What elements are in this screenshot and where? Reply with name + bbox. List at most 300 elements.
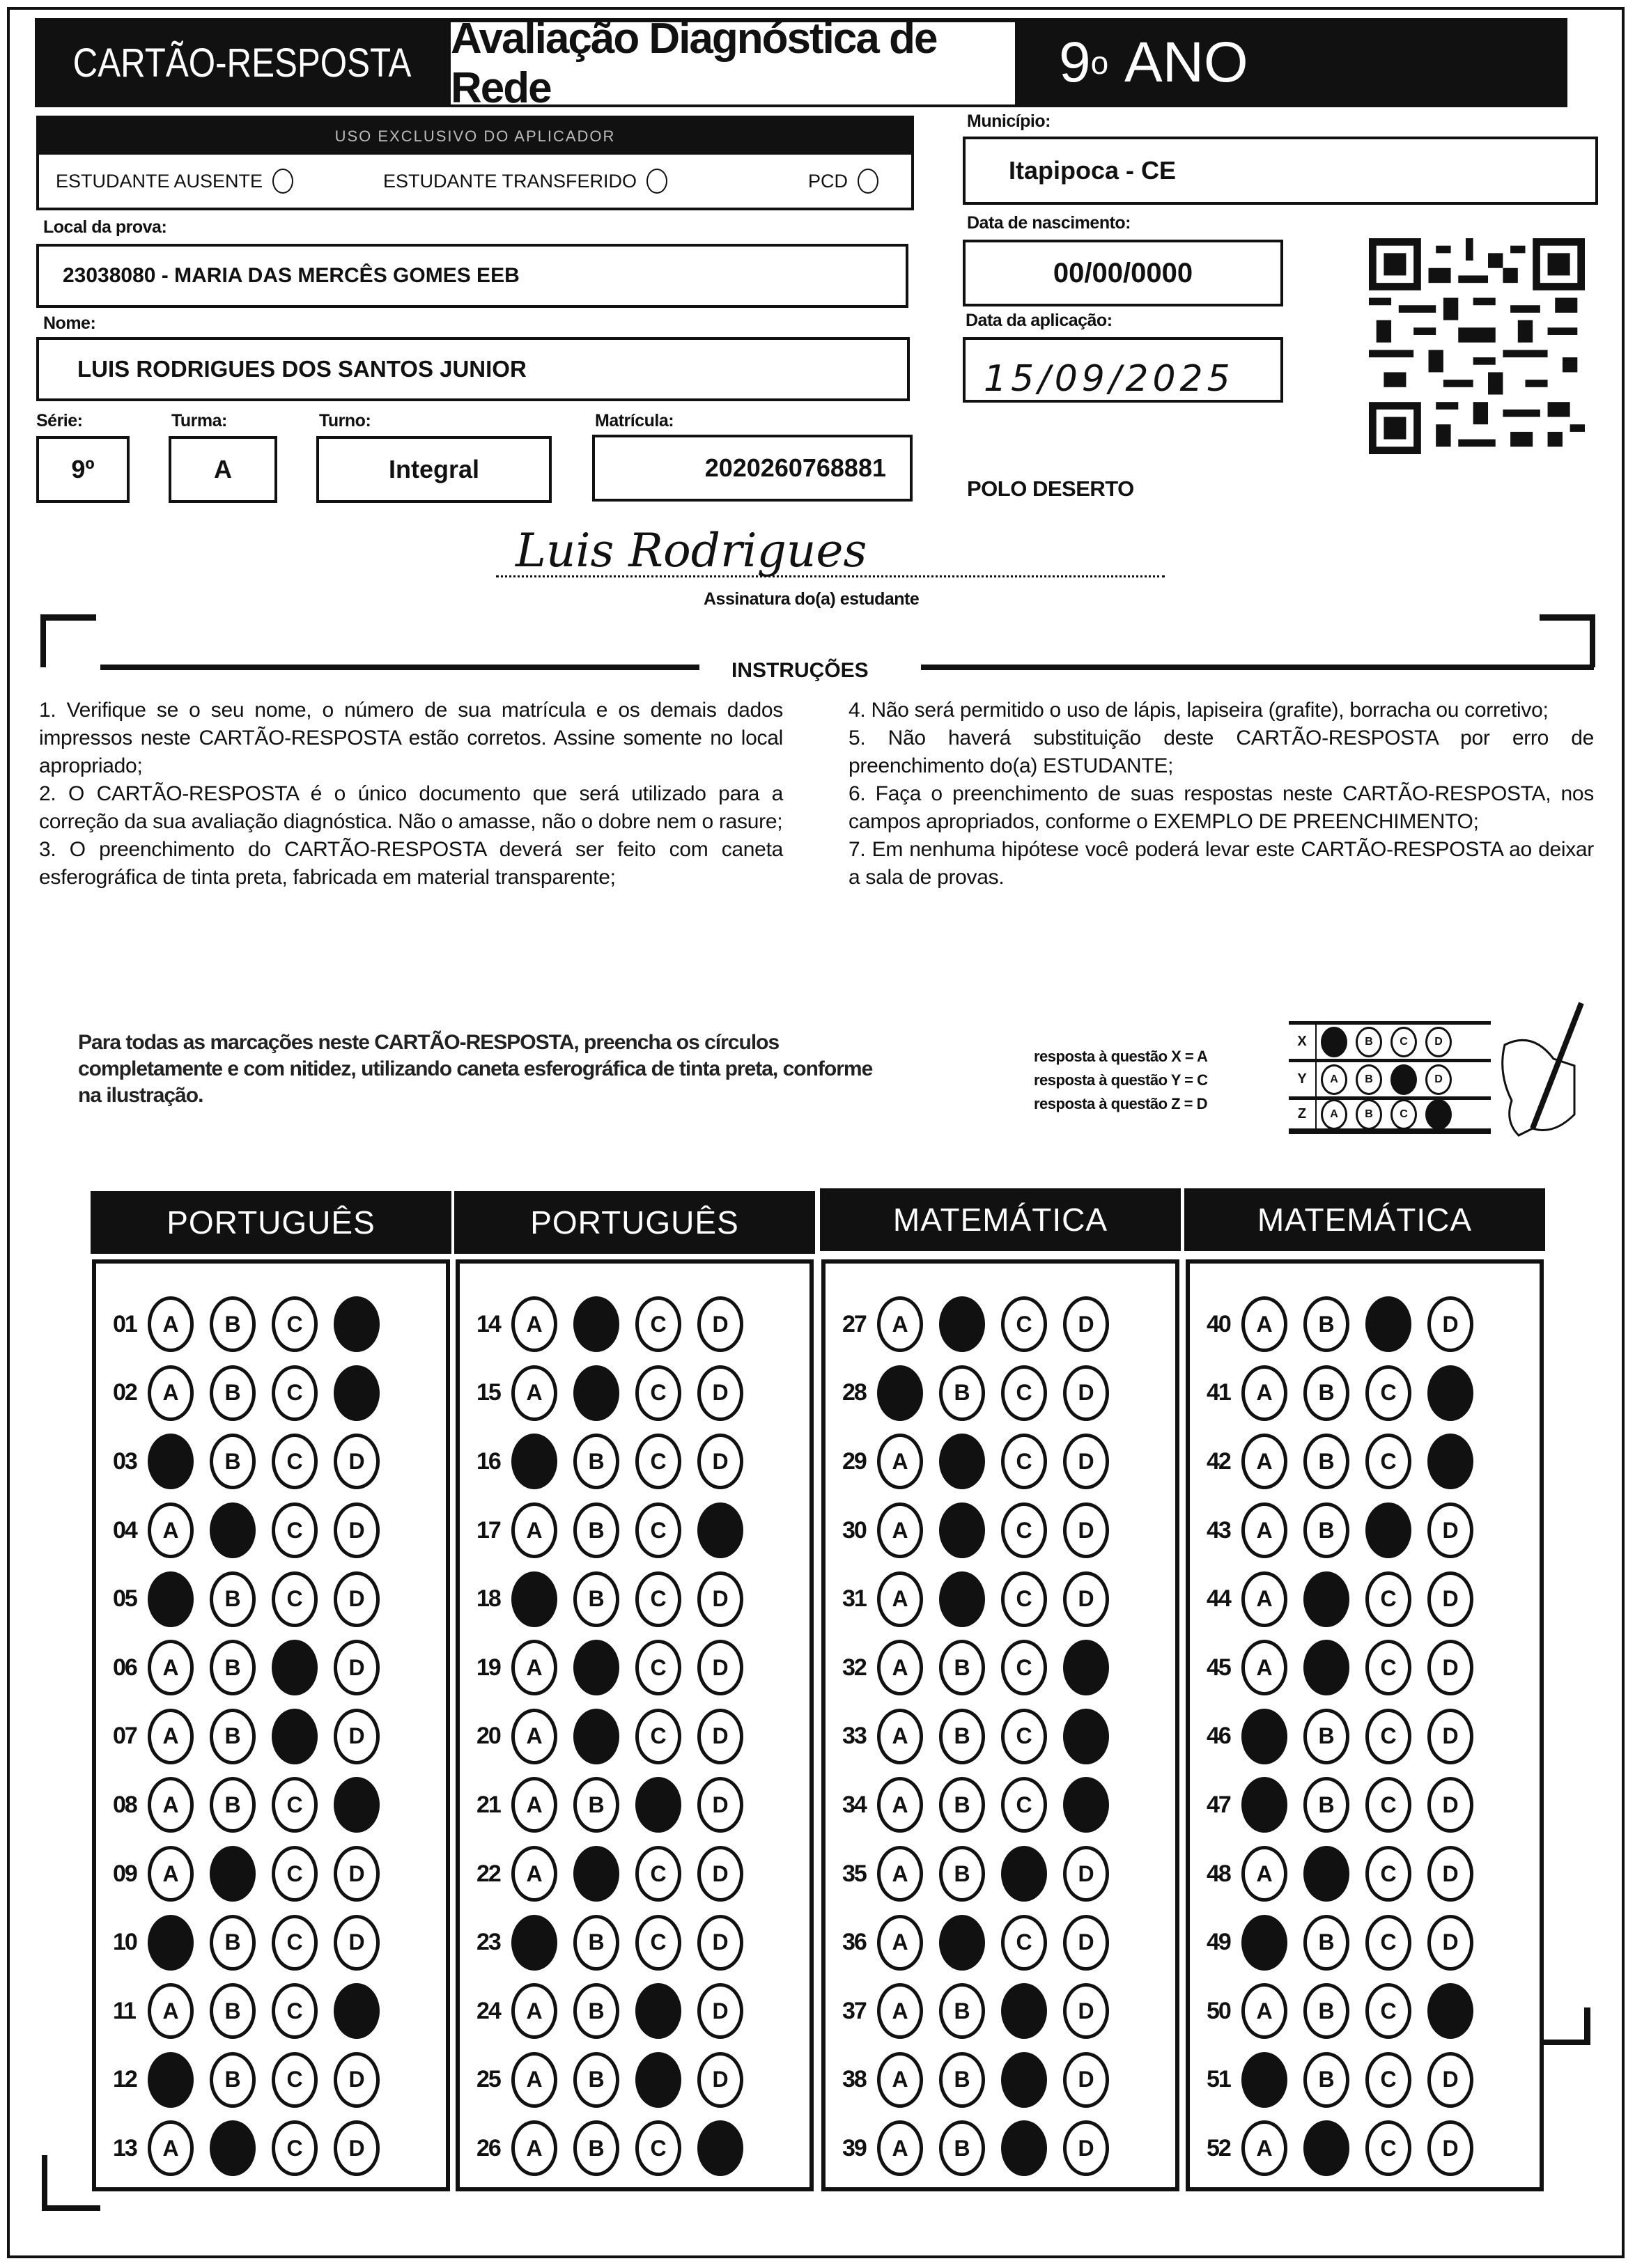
answer-bubble-d[interactable] bbox=[1063, 1777, 1109, 1833]
question-number: 39 bbox=[842, 2134, 866, 2161]
answer-bubble-c[interactable]: C bbox=[635, 1640, 681, 1695]
answer-bubble-a[interactable]: A bbox=[1241, 1640, 1287, 1695]
aplicacao-value: 15/09/2025 bbox=[984, 358, 1234, 400]
answer-bubble-b[interactable]: B bbox=[210, 1777, 256, 1833]
corner-mark-tl bbox=[40, 614, 96, 621]
subject-answer-box bbox=[456, 1259, 814, 2191]
answer-bubble-b[interactable]: B bbox=[1303, 2052, 1349, 2108]
answer-bubble-c[interactable] bbox=[1001, 2120, 1047, 2176]
question-row bbox=[96, 1702, 446, 1771]
corner-mark-tr-v bbox=[1590, 614, 1595, 667]
answer-bubble-a[interactable]: A bbox=[511, 2120, 557, 2176]
answer-bubble-b[interactable]: B bbox=[1303, 1296, 1349, 1352]
answer-bubble-d[interactable] bbox=[334, 1365, 380, 1421]
answer-bubble-a[interactable]: A bbox=[877, 1296, 923, 1352]
subject-answer-box bbox=[1186, 1259, 1544, 2191]
answer-bubble-d[interactable]: D bbox=[334, 2052, 380, 2108]
answer-bubble-b[interactable]: B bbox=[939, 1846, 985, 1902]
example-bubble: A bbox=[1321, 1064, 1347, 1095]
answer-bubble-a[interactable]: A bbox=[511, 1777, 557, 1833]
answer-bubble-d[interactable] bbox=[334, 1777, 380, 1833]
answer-bubble-c[interactable]: C bbox=[1001, 1777, 1047, 1833]
question-number: 24 bbox=[476, 1997, 500, 2024]
answer-bubble-b[interactable]: B bbox=[1303, 1365, 1349, 1421]
question-row bbox=[826, 1564, 1175, 1633]
answer-bubble-d[interactable]: D bbox=[697, 1915, 743, 1971]
answer-bubble-a[interactable] bbox=[511, 1434, 557, 1489]
answer-bubble-c[interactable]: C bbox=[635, 1915, 681, 1971]
absent-radio[interactable] bbox=[272, 169, 293, 194]
answer-bubble-a[interactable]: A bbox=[877, 1502, 923, 1558]
answer-bubble-c[interactable]: C bbox=[1365, 1709, 1411, 1764]
answer-bubble-d[interactable]: D bbox=[697, 1365, 743, 1421]
answer-bubble-b[interactable] bbox=[939, 1915, 985, 1971]
instruction-item: 4. Não será permitido o uso de lápis, lapiseira (grafite), borracha ou corretivo; bbox=[849, 699, 1549, 722]
answer-bubble-c[interactable]: C bbox=[272, 2120, 318, 2176]
answer-bubble-c[interactable]: C bbox=[1365, 1571, 1411, 1627]
turno-value: Integral bbox=[388, 455, 480, 483]
answer-bubble-a[interactable]: A bbox=[1241, 1296, 1287, 1352]
answer-bubble-a[interactable]: A bbox=[148, 1846, 194, 1902]
answer-bubble-b[interactable]: B bbox=[573, 1915, 619, 1971]
answer-bubble-b[interactable]: B bbox=[573, 1434, 619, 1489]
example-answers bbox=[1034, 1045, 1207, 1116]
answer-bubble-c[interactable]: C bbox=[1365, 1640, 1411, 1695]
answer-bubble-a[interactable]: A bbox=[148, 1296, 194, 1352]
answer-bubble-a[interactable] bbox=[148, 1434, 194, 1489]
answer-bubble-b[interactable]: B bbox=[210, 1709, 256, 1764]
question-number: 09 bbox=[113, 1860, 137, 1887]
answer-bubble-a[interactable]: A bbox=[1241, 1434, 1287, 1489]
answer-bubble-b[interactable] bbox=[939, 1296, 985, 1352]
example-bubble bbox=[1390, 1064, 1417, 1095]
answer-bubble-a[interactable]: A bbox=[511, 1846, 557, 1902]
answer-bubble-b[interactable]: B bbox=[210, 1296, 256, 1352]
option-pcd[interactable] bbox=[808, 169, 878, 194]
answer-bubble-a[interactable]: A bbox=[148, 1709, 194, 1764]
instructions-rule-left bbox=[100, 665, 699, 670]
answer-bubble-c[interactable]: C bbox=[635, 1709, 681, 1764]
answer-bubble-d[interactable]: D bbox=[334, 1571, 380, 1627]
answer-bubble-d[interactable]: D bbox=[334, 1640, 380, 1695]
answer-bubble-b[interactable]: B bbox=[210, 1365, 256, 1421]
answer-bubble-c[interactable]: C bbox=[635, 2120, 681, 2176]
answer-bubble-c[interactable]: C bbox=[635, 1502, 681, 1558]
answer-bubble-a[interactable]: A bbox=[148, 1983, 194, 2039]
question-number: 40 bbox=[1207, 1310, 1230, 1337]
answer-bubble-d[interactable]: D bbox=[1427, 1502, 1473, 1558]
answer-bubble-a[interactable]: A bbox=[511, 1640, 557, 1695]
answer-bubble-a[interactable]: A bbox=[511, 1983, 557, 2039]
answer-bubble-a[interactable] bbox=[877, 1365, 923, 1421]
question-number: 26 bbox=[476, 2134, 500, 2161]
exam-title: Avaliação Diagnóstica de Rede bbox=[451, 22, 1015, 104]
answer-bubble-c[interactable]: C bbox=[1365, 1434, 1411, 1489]
answer-bubble-b[interactable]: B bbox=[1303, 1709, 1349, 1764]
answer-bubble-c[interactable] bbox=[635, 2052, 681, 2108]
question-number: 51 bbox=[1207, 2066, 1230, 2093]
answer-bubble-c[interactable]: C bbox=[635, 1296, 681, 1352]
answer-bubble-b[interactable]: B bbox=[210, 1640, 256, 1695]
example-question-label: Y bbox=[1289, 1062, 1317, 1096]
answer-bubble-c[interactable]: C bbox=[635, 1434, 681, 1489]
answer-bubble-d[interactable] bbox=[1427, 1434, 1473, 1489]
grade-title bbox=[1059, 18, 1248, 107]
answer-bubble-b[interactable]: B bbox=[210, 1915, 256, 1971]
answer-bubble-b[interactable]: B bbox=[939, 1777, 985, 1833]
answer-bubble-b[interactable]: B bbox=[573, 1571, 619, 1627]
answer-bubble-b[interactable]: B bbox=[573, 1777, 619, 1833]
answer-bubble-b[interactable]: B bbox=[939, 1709, 985, 1764]
answer-bubble-b[interactable] bbox=[1303, 1571, 1349, 1627]
question-row bbox=[460, 1564, 809, 1633]
answer-bubble-d[interactable] bbox=[1063, 1709, 1109, 1764]
answer-bubble-a[interactable]: A bbox=[148, 1365, 194, 1421]
answer-bubble-c[interactable]: C bbox=[272, 1777, 318, 1833]
answer-bubble-d[interactable] bbox=[334, 1983, 380, 2039]
question-number: 18 bbox=[476, 1585, 500, 1613]
header-bar bbox=[35, 15, 1567, 112]
answer-bubble-b[interactable]: B bbox=[573, 1983, 619, 2039]
answer-bubble-c[interactable] bbox=[635, 1777, 681, 1833]
answer-bubble-c[interactable]: C bbox=[272, 1846, 318, 1902]
question-row bbox=[96, 1633, 446, 1702]
answer-bubble-a[interactable]: A bbox=[877, 2052, 923, 2108]
corner-mark-tr bbox=[1540, 614, 1595, 621]
answer-bubble-d[interactable]: D bbox=[697, 1777, 743, 1833]
question-row bbox=[96, 1908, 446, 1977]
question-number: 13 bbox=[113, 2134, 137, 2161]
answer-bubble-c[interactable]: C bbox=[1001, 1434, 1047, 1489]
answer-bubble-b[interactable]: B bbox=[210, 1571, 256, 1627]
question-row bbox=[1190, 2114, 1540, 2183]
question-number: 36 bbox=[842, 1929, 866, 1956]
answer-bubble-a[interactable]: A bbox=[877, 1709, 923, 1764]
answer-bubble-c[interactable]: C bbox=[1365, 1915, 1411, 1971]
answer-bubble-b[interactable]: B bbox=[939, 1365, 985, 1421]
aplicacao-field bbox=[963, 337, 1283, 403]
answer-bubble-a[interactable] bbox=[1241, 1915, 1287, 1971]
answer-bubble-a[interactable] bbox=[511, 1571, 557, 1627]
answer-bubble-d[interactable] bbox=[334, 1296, 380, 1352]
answer-bubble-d[interactable]: D bbox=[1427, 1846, 1473, 1902]
answer-bubble-b[interactable]: B bbox=[1303, 1983, 1349, 2039]
answer-bubble-d[interactable]: D bbox=[1427, 2120, 1473, 2176]
answer-bubble-b[interactable] bbox=[939, 1434, 985, 1489]
answer-bubble-b[interactable] bbox=[573, 1296, 619, 1352]
answer-bubble-d[interactable]: D bbox=[697, 1434, 743, 1489]
answer-bubble-b[interactable] bbox=[210, 1846, 256, 1902]
answer-bubble-c[interactable]: C bbox=[272, 1983, 318, 2039]
answer-bubble-c[interactable]: C bbox=[272, 1502, 318, 1558]
answer-bubble-d[interactable]: D bbox=[1427, 1709, 1473, 1764]
answer-bubble-b[interactable]: B bbox=[1303, 1502, 1349, 1558]
answer-bubble-d[interactable]: D bbox=[334, 2120, 380, 2176]
answer-bubble-b[interactable]: B bbox=[1303, 1434, 1349, 1489]
answer-bubble-c[interactable]: C bbox=[1365, 2120, 1411, 2176]
answer-bubble-c[interactable]: C bbox=[1001, 1640, 1047, 1695]
answer-bubble-a[interactable]: A bbox=[877, 1777, 923, 1833]
example-fill-grid bbox=[1289, 1021, 1491, 1134]
answer-bubble-d[interactable] bbox=[697, 1502, 743, 1558]
answer-bubble-b[interactable] bbox=[573, 1640, 619, 1695]
answer-bubble-d[interactable]: D bbox=[697, 1846, 743, 1902]
question-number: 01 bbox=[113, 1310, 137, 1337]
question-number: 27 bbox=[842, 1310, 866, 1337]
answer-bubble-a[interactable] bbox=[148, 1915, 194, 1971]
question-number: 17 bbox=[476, 1516, 500, 1544]
answer-bubble-a[interactable]: A bbox=[1241, 2120, 1287, 2176]
answer-bubble-c[interactable] bbox=[1365, 1502, 1411, 1558]
answer-bubble-a[interactable]: A bbox=[877, 1434, 923, 1489]
answer-bubble-b[interactable]: B bbox=[939, 1640, 985, 1695]
answer-bubble-c[interactable]: C bbox=[1365, 1777, 1411, 1833]
question-row bbox=[1190, 1496, 1540, 1565]
example-answer-x: resposta à questão X = A bbox=[1034, 1048, 1208, 1065]
answer-bubble-a[interactable]: A bbox=[148, 2120, 194, 2176]
answer-bubble-b[interactable]: B bbox=[210, 2052, 256, 2108]
answer-bubble-d[interactable]: D bbox=[697, 1983, 743, 2039]
answer-bubble-d[interactable]: D bbox=[1063, 1571, 1109, 1627]
answer-bubble-a[interactable] bbox=[1241, 1709, 1287, 1764]
nome-field bbox=[36, 337, 910, 401]
answer-bubble-a[interactable]: A bbox=[511, 1709, 557, 1764]
answer-bubble-c[interactable]: C bbox=[272, 2052, 318, 2108]
local-value: 23038080 - MARIA DAS MERCÊS GOMES EEB bbox=[63, 264, 520, 287]
answer-bubble-a[interactable]: A bbox=[1241, 1846, 1287, 1902]
answer-bubble-c[interactable]: C bbox=[635, 1571, 681, 1627]
answer-bubble-d[interactable]: D bbox=[1427, 2052, 1473, 2108]
answer-bubble-d[interactable]: D bbox=[334, 1434, 380, 1489]
answer-bubble-c[interactable]: C bbox=[635, 1846, 681, 1902]
example-bubble bbox=[1425, 1099, 1452, 1130]
answer-bubble-c[interactable]: C bbox=[1365, 1846, 1411, 1902]
question-row bbox=[826, 2114, 1175, 2183]
answer-bubble-a[interactable]: A bbox=[148, 1777, 194, 1833]
example-instruction-text: Para todas as marcações neste CARTÃO-RESPOSTA, preencha os círculos completamente e com nitidez, utilizando caneta esferográfica de tinta preta, conforme na ilustração. bbox=[78, 1031, 873, 1107]
answer-bubble-d[interactable] bbox=[697, 2120, 743, 2176]
question-number: 14 bbox=[476, 1310, 500, 1337]
question-number: 42 bbox=[1207, 1447, 1230, 1475]
answer-bubble-d[interactable]: D bbox=[697, 1296, 743, 1352]
answer-bubble-a[interactable] bbox=[1241, 2052, 1287, 2108]
answer-bubble-a[interactable]: A bbox=[877, 1640, 923, 1695]
answer-bubble-c[interactable] bbox=[635, 1983, 681, 2039]
answer-bubble-c[interactable]: C bbox=[272, 1571, 318, 1627]
answer-bubble-c[interactable]: C bbox=[1365, 2052, 1411, 2108]
answer-bubble-b[interactable]: B bbox=[573, 2120, 619, 2176]
question-number: 05 bbox=[113, 1585, 137, 1613]
matricula-label: Matrícula: bbox=[595, 411, 674, 430]
answer-bubble-c[interactable] bbox=[1001, 1846, 1047, 1902]
example-bubble: A bbox=[1321, 1099, 1347, 1130]
answer-bubble-b[interactable]: B bbox=[1303, 1915, 1349, 1971]
answer-bubble-c[interactable] bbox=[1365, 1296, 1411, 1352]
answer-bubble-a[interactable]: A bbox=[877, 1846, 923, 1902]
transferred-radio[interactable] bbox=[646, 169, 667, 194]
answer-bubble-b[interactable]: B bbox=[939, 1983, 985, 2039]
answer-bubble-a[interactable] bbox=[148, 2052, 194, 2108]
answer-bubble-c[interactable] bbox=[272, 1640, 318, 1695]
answer-bubble-d[interactable]: D bbox=[697, 1640, 743, 1695]
answer-bubble-c[interactable]: C bbox=[272, 1915, 318, 1971]
answer-bubble-b[interactable] bbox=[939, 1571, 985, 1627]
answer-bubble-d[interactable]: D bbox=[1063, 2052, 1109, 2108]
answer-bubble-a[interactable]: A bbox=[148, 1502, 194, 1558]
answer-bubble-c[interactable]: C bbox=[272, 1365, 318, 1421]
answer-bubble-c[interactable] bbox=[1001, 2052, 1047, 2108]
answer-bubble-a[interactable]: A bbox=[1241, 1983, 1287, 2039]
answer-bubble-d[interactable]: D bbox=[1427, 1640, 1473, 1695]
answer-bubble-b[interactable]: B bbox=[939, 2052, 985, 2108]
answer-bubble-d[interactable]: D bbox=[1427, 1777, 1473, 1833]
answer-bubble-a[interactable] bbox=[1241, 1777, 1287, 1833]
answer-bubble-c[interactable]: C bbox=[1001, 1296, 1047, 1352]
answer-bubble-b[interactable] bbox=[210, 1502, 256, 1558]
answer-bubble-d[interactable]: D bbox=[1063, 1502, 1109, 1558]
answer-bubble-d[interactable]: D bbox=[1063, 1846, 1109, 1902]
answer-bubble-b[interactable]: B bbox=[1303, 1777, 1349, 1833]
answer-bubble-b[interactable] bbox=[1303, 2120, 1349, 2176]
answer-bubble-a[interactable] bbox=[511, 1915, 557, 1971]
answer-bubble-c[interactable]: C bbox=[272, 1434, 318, 1489]
answer-bubble-b[interactable]: B bbox=[210, 1983, 256, 2039]
option-absent[interactable] bbox=[56, 169, 383, 194]
answer-bubble-d[interactable]: D bbox=[1063, 1296, 1109, 1352]
question-number: 38 bbox=[842, 2066, 866, 2093]
answer-bubble-d[interactable]: D bbox=[1063, 2120, 1109, 2176]
corner-mark-bl-v bbox=[42, 2155, 47, 2211]
example-question-label: X bbox=[1289, 1025, 1317, 1059]
answer-bubble-b[interactable] bbox=[210, 2120, 256, 2176]
answer-bubble-d[interactable] bbox=[1427, 1983, 1473, 2039]
instruction-item: 5. Não haverá substituição deste CARTÃO-RESPOSTA por erro de preenchimento do(a) ESTUDANTE; bbox=[849, 727, 1594, 777]
hand-pen-icon bbox=[1477, 996, 1588, 1156]
answer-bubble-a[interactable]: A bbox=[1241, 1365, 1287, 1421]
question-number: 31 bbox=[842, 1585, 866, 1613]
local-label: Local da prova: bbox=[43, 217, 167, 237]
question-row bbox=[96, 1840, 446, 1909]
answer-bubble-b[interactable]: B bbox=[573, 1502, 619, 1558]
answer-bubble-a[interactable]: A bbox=[877, 2120, 923, 2176]
answer-bubble-a[interactable]: A bbox=[148, 1640, 194, 1695]
answer-bubble-b[interactable] bbox=[573, 1846, 619, 1902]
answer-bubble-a[interactable]: A bbox=[511, 1365, 557, 1421]
answer-bubble-d[interactable] bbox=[1427, 1365, 1473, 1421]
question-row bbox=[460, 1908, 809, 1977]
answer-bubble-c[interactable]: C bbox=[272, 1296, 318, 1352]
answer-bubble-c[interactable]: C bbox=[1001, 1915, 1047, 1971]
question-row bbox=[826, 1771, 1175, 1840]
answer-bubble-d[interactable]: D bbox=[334, 1502, 380, 1558]
answer-bubble-a[interactable]: A bbox=[877, 1571, 923, 1627]
example-question-label: Z bbox=[1289, 1100, 1317, 1128]
question-number: 50 bbox=[1207, 1997, 1230, 2024]
answer-bubble-d[interactable]: D bbox=[334, 1915, 380, 1971]
question-number: 52 bbox=[1207, 2134, 1230, 2161]
question-row bbox=[96, 1977, 446, 2046]
answer-bubble-c[interactable] bbox=[1001, 1983, 1047, 2039]
instructions-left-column bbox=[39, 697, 783, 892]
answer-bubble-a[interactable]: A bbox=[877, 1915, 923, 1971]
answer-bubble-c[interactable] bbox=[272, 1709, 318, 1764]
answer-bubble-b[interactable] bbox=[1303, 1640, 1349, 1695]
question-row bbox=[96, 2114, 446, 2183]
answer-bubble-a[interactable] bbox=[148, 1571, 194, 1627]
signature-caption: Assinatura do(a) estudante bbox=[704, 589, 920, 609]
answer-bubble-d[interactable] bbox=[1063, 1640, 1109, 1695]
question-row bbox=[826, 1908, 1175, 1977]
question-number: 32 bbox=[842, 1654, 866, 1681]
question-row bbox=[96, 1496, 446, 1565]
answer-bubble-b[interactable]: B bbox=[210, 1434, 256, 1489]
nome-value: LUIS RODRIGUES DOS SANTOS JUNIOR bbox=[77, 356, 527, 382]
question-number: 41 bbox=[1207, 1379, 1230, 1406]
answer-bubble-a[interactable]: A bbox=[1241, 1502, 1287, 1558]
nascimento-value: 00/00/0000 bbox=[1053, 257, 1193, 288]
answer-bubble-d[interactable]: D bbox=[334, 1709, 380, 1764]
answer-bubble-d[interactable]: D bbox=[1063, 1365, 1109, 1421]
question-row bbox=[460, 1702, 809, 1771]
answer-bubble-d[interactable]: D bbox=[1063, 1434, 1109, 1489]
example-answer-z: resposta à questão Z = D bbox=[1034, 1095, 1208, 1112]
question-number: 19 bbox=[476, 1654, 500, 1681]
grade-ordinal: o bbox=[1090, 45, 1109, 81]
answer-bubble-d[interactable]: D bbox=[697, 1571, 743, 1627]
answer-bubble-d[interactable]: D bbox=[1063, 1983, 1109, 2039]
answer-bubble-a[interactable]: A bbox=[511, 1296, 557, 1352]
answer-bubble-b[interactable] bbox=[573, 1709, 619, 1764]
answer-bubble-b[interactable] bbox=[573, 1365, 619, 1421]
answer-bubble-a[interactable]: A bbox=[1241, 1571, 1287, 1627]
qr-code bbox=[1369, 235, 1585, 457]
example-bubble: B bbox=[1356, 1064, 1382, 1095]
answer-bubble-b[interactable]: B bbox=[939, 2120, 985, 2176]
answer-bubble-c[interactable]: C bbox=[1365, 1365, 1411, 1421]
answer-bubble-c[interactable]: C bbox=[1001, 1571, 1047, 1627]
answer-bubble-b[interactable]: B bbox=[573, 2052, 619, 2108]
question-number: 46 bbox=[1207, 1723, 1230, 1750]
answer-bubble-d[interactable]: D bbox=[1427, 1571, 1473, 1627]
pcd-radio[interactable] bbox=[858, 169, 878, 194]
answer-bubble-a[interactable]: A bbox=[877, 1983, 923, 2039]
answer-bubble-a[interactable]: A bbox=[511, 1502, 557, 1558]
question-number: 04 bbox=[113, 1516, 137, 1544]
answer-bubble-c[interactable]: C bbox=[1001, 1502, 1047, 1558]
answer-bubble-d[interactable]: D bbox=[1063, 1915, 1109, 1971]
answer-bubble-b[interactable] bbox=[1303, 1846, 1349, 1902]
question-row bbox=[1190, 1908, 1540, 1977]
answer-bubble-a[interactable]: A bbox=[511, 2052, 557, 2108]
answer-bubble-d[interactable]: D bbox=[1427, 1296, 1473, 1352]
answer-bubble-b[interactable] bbox=[939, 1502, 985, 1558]
option-transferred[interactable] bbox=[383, 169, 808, 194]
answer-bubble-d[interactable]: D bbox=[697, 1709, 743, 1764]
answer-bubble-c[interactable]: C bbox=[1001, 1709, 1047, 1764]
answer-bubble-c[interactable]: C bbox=[635, 1365, 681, 1421]
instruction-item: 2. O CARTÃO-RESPOSTA é o único documento que será utilizado para a correção da sua avaliação diagnóstica. Não o amasse, não o dobre nem o rasure; bbox=[39, 782, 783, 833]
question-row bbox=[96, 1290, 446, 1359]
answer-bubble-d[interactable]: D bbox=[334, 1846, 380, 1902]
example-answer-y: resposta à questão Y = C bbox=[1034, 1071, 1208, 1089]
question-number: 15 bbox=[476, 1379, 500, 1406]
question-number: 43 bbox=[1207, 1516, 1230, 1544]
answer-bubble-d[interactable]: D bbox=[1427, 1915, 1473, 1971]
answer-bubble-c[interactable]: C bbox=[1365, 1983, 1411, 2039]
question-row bbox=[1190, 1977, 1540, 2046]
answer-bubble-d[interactable]: D bbox=[697, 2052, 743, 2108]
answer-bubble-c[interactable]: C bbox=[1001, 1365, 1047, 1421]
